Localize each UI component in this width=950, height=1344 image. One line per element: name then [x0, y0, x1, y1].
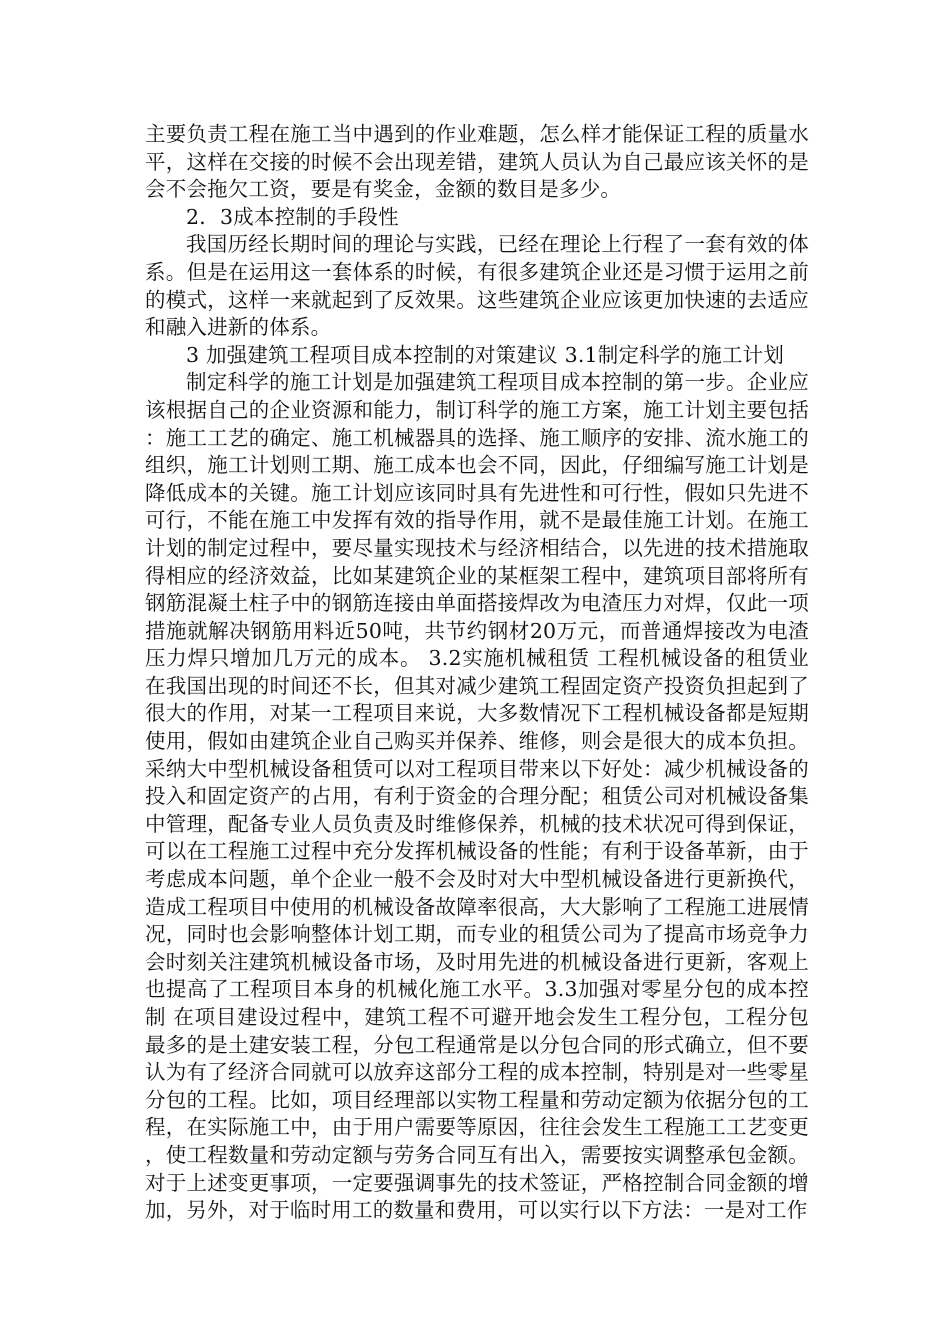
section-heading-2-3: 2．3成本控制的手段性 — [186, 204, 399, 229]
paragraph-construction-plan: 制定科学的施工计划是加强建筑工程项目成本控制的第一步。企业应该根据自己的企业资源和能力，制订科学的施工方案，施工计划主要包括：施工工艺的确定、施工机械器具的选择、施工顺序的安排、流水施工的组织，施工计划则工期、施工成本也会不同，因此，仔细编写施工计划是降低成本的关键。施工计划应该同时具有先进性和可行性，假如只先进不可行，不能在施工中发挥有效的指导作用，就不是最佳施工计划。在施工计划的制定过程中，要尽量实现技术与经济相结合，以先进的技术措施取得相应的经济效益，比如某建筑企业的某框架工程中，建筑项目部将所有钢筋混凝土柱子中的钢筋连接由单面搭接焊改为电渣压力对焊，仅此一项措施就解决钢筋用料近50吨，共节约钢材20万元，而普通焊接改为电渣压力焊只增加几万元的成本。 3.2实施机械租赁 工程机械设备的租赁业在我国出现的时间还不长，但其对减少建筑工程固定资产投资负担起到了很大的作用，对某一工程项目来说，大多数情况下工程机械设备都是短期使用，假如由建筑企业自己购买并保养、维修，则会是很大的成本负担。采纳大中型机械设备租赁可以对工程项目带来以下好处：减少机械设备的投入和固定资产的占用，有利于资金的合理分配；租赁公司对机械设备集中管理，配备专业人员负责及时维修保养，机械的技术状况可得到保证，可以在工程施工过程中充分发挥机械设备的性能；有利于设备革新，由于考虑成本问题，单个企业一般不会及时对大中型机械设备进行更新换代，造成工程项目中使用的机械设备故障率很高，大大影响了工程施工进展情况，同时也会影响整体计划工期，而专业的租赁公司为了提高市场竞争力会时刻关注建筑机械设备市场，及时用先进的机械设备进行更新，客观上也提高了工程项目本身的机械化施工水平。3.3加强对零星分包的成本控制 在项目建设过程中，建筑工程不可避开地会发生工程分包，工程分包最多的是土建安装工程，分包工程通常是以分包合同的形式确立，但不要认为有了经济合同就可以放弃这部分工程的成本控制，特别是对一些零星分包的工程。比如，项目经理部以实物工程量和劳动定额为依据分包的工程，在实际施工中，由于用户需要等原因，往往会发生工程施工工艺变更，使工程数量和劳动定额与劳务合同互有出入，需要按实调整承包金额。对于上述变更事项，一定要强调事先的技术签证，严格控制合同金额的增加，另外，对于临时用工的数量和费用，可以实行以下方法：一是对工作 — [145, 370, 809, 1223]
paragraph-continuation: 主要负责工程在施工当中遇到的作业难题，怎么样才能保证工程的质量水平，这样在交接的时候不会出现差错，建筑人员认为自己最应该关怀的是会不会拖欠工资，要是有奖金，金额的数目是多少。 — [145, 122, 809, 202]
section-heading-3: 3 加强建筑工程项目成本控制的对策建议 3.1制定科学的施工计划 — [186, 342, 785, 367]
paragraph-theory-practice: 我国历经长期时间的理论与实践，已经在理论上行程了一套有效的体系。但是在运用这一套体系的时候，有很多建筑企业还是习惯于运用之前的模式，这样一来就起到了反效果。这些建筑企业应该更加快速的去适应和融入进新的体系。 — [145, 232, 809, 340]
document-body — [145, 121, 809, 1225]
